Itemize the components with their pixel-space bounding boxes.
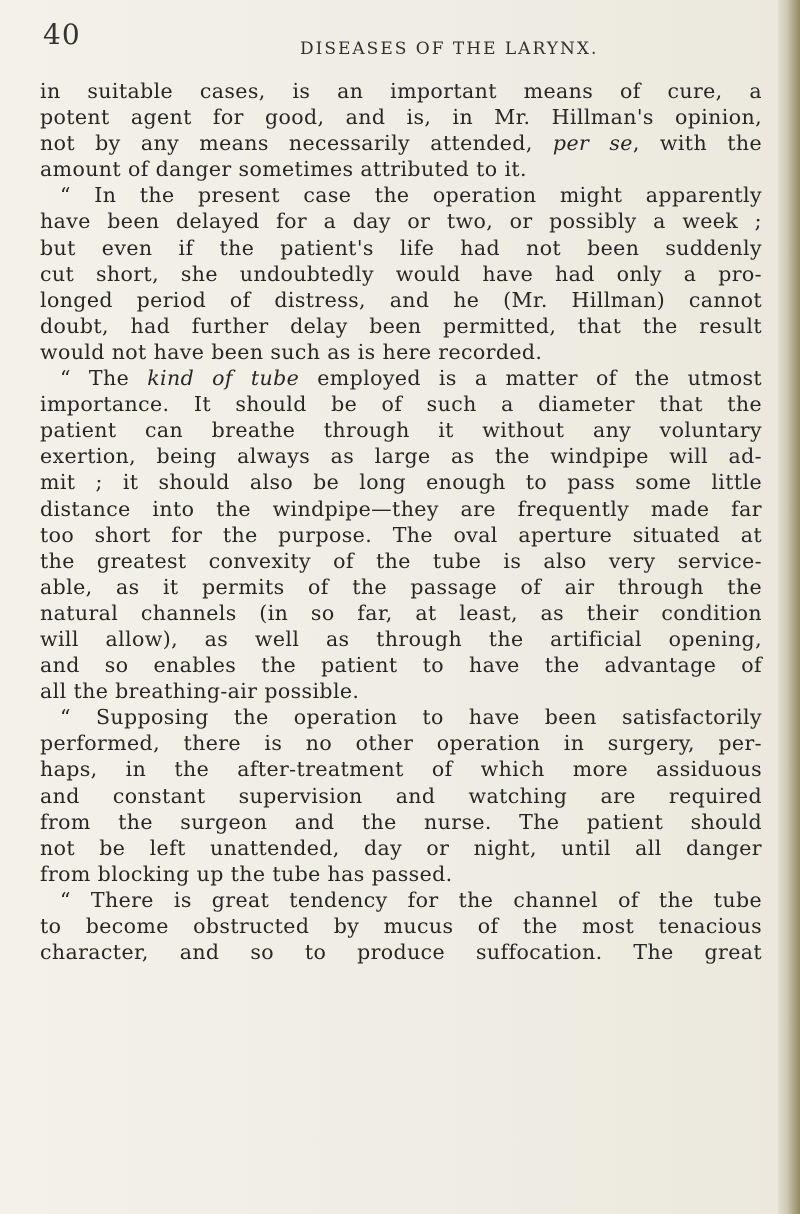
text-line: to become obstructed by mucus of the most tenacious [40, 914, 762, 938]
text-line: amount of danger sometimes attributed to it. [40, 157, 527, 182]
text-line: “ Supposing the operation to have been satisfactorily [60, 705, 762, 730]
text-line: haps, in the after-treatment of which more assiduous [40, 757, 762, 782]
text-line: not by any means necessarily attended, per se, with the [40, 131, 763, 156]
text-line: longed period of distress, and he (Mr. Hillman) cannot [40, 287, 762, 312]
text-line: and constant supervision and watching are required [40, 783, 762, 808]
text-line: the greatest convexity of the tube is also very service- [40, 548, 762, 573]
text-line: all the breathing-air possible. [40, 679, 360, 704]
text-line: and so enables the patient to have the advantage of [40, 653, 762, 678]
text-line: from the surgeon and the nurse. The patient should [40, 809, 762, 834]
italic-phrase: per se [552, 131, 633, 156]
text-line: will allow), as well as through the artificial opening, [40, 626, 762, 651]
text-line: “ The kind of tube employed is a matter of the utmost [60, 366, 763, 391]
body-text [40, 78, 762, 965]
page-edge-shadow [778, 0, 800, 1214]
text-line: would not have been such as is here recorded. [40, 339, 543, 364]
text-line: exertion, being always as large as the windpipe will ad- [40, 444, 762, 469]
text-line: in suitable cases, is an important means of cure, a [40, 79, 762, 103]
text-line: cut short, she undoubtedly would have had only a pro- [40, 261, 762, 286]
text-line: patient can breathe through it without any voluntary [40, 418, 762, 443]
running-head: DISEASES OF THE LARYNX. [300, 39, 599, 59]
text-line: character, and so to produce suffocation. The great [40, 940, 762, 965]
text-line: “ There is great tendency for the channel of the tube [60, 887, 762, 912]
text-line: able, as it permits of the passage of air through the [40, 574, 762, 599]
italic-phrase: kind of tube [147, 366, 300, 391]
text-line: natural channels (in so far, at least, as their condition [40, 600, 762, 625]
text-line: have been delayed for a day or two, or possibly a week ; [40, 209, 762, 234]
text-line: but even if the patient's life had not been suddenly [40, 235, 762, 260]
text-line: distance into the windpipe—they are frequently made far [40, 496, 762, 521]
text-line: not be left unattended, day or night, until all danger [40, 835, 762, 860]
text-line: mit ; it should also be long enough to pass some little [40, 470, 762, 495]
text-line: too short for the purpose. The oval aperture situated at [40, 522, 762, 547]
text-line: importance. It should be of such a diameter that the [40, 392, 762, 417]
text-line: performed, there is no other operation in surgery, per- [40, 731, 762, 756]
text-line: from blocking up the tube has passed. [40, 861, 453, 886]
text-line: “ In the present case the operation might apparently [60, 183, 762, 208]
page-number: 40 [43, 18, 81, 51]
text-line: potent agent for good, and is, in Mr. Hillman's opinion, [40, 105, 762, 130]
text-line: doubt, had further delay been permitted, that the result [40, 313, 762, 338]
